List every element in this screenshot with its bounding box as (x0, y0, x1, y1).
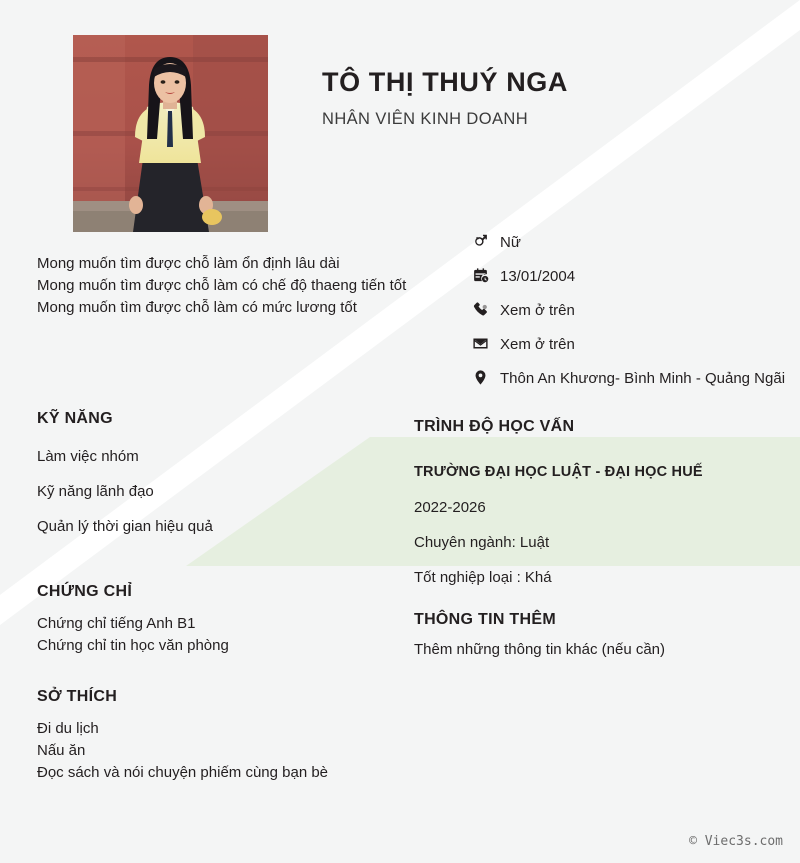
certificates-title: CHỨNG CHỈ (37, 583, 133, 600)
contact-row-address (472, 368, 788, 390)
contact-row-birthdate (472, 266, 788, 288)
objective-line: Mong muốn tìm được chỗ làm có chế độ thaeng tiến tốt (37, 277, 407, 294)
objective-line: Mong muốn tìm được chỗ làm ổn định lâu dài (37, 255, 340, 272)
additional-info-text: Thêm những thông tin khác (nếu cần) (414, 641, 666, 658)
candidate-name: TÔ THỊ THUÝ NGA (322, 67, 568, 97)
calendar-icon (472, 266, 500, 284)
contact-row-gender (472, 232, 788, 254)
contact-value: Thôn An Khương- Bình Minh - Quảng Ngãi (500, 370, 786, 387)
contact-list (472, 232, 788, 402)
objective-line: Mong muốn tìm được chỗ làm có mức lương tốt (37, 299, 357, 316)
contact-value: 13/01/2004 (500, 268, 576, 285)
hobby-item: Đi du lịch (37, 720, 99, 737)
contact-value: Xem ở trên (500, 302, 575, 319)
skill-item: Quản lý thời gian hiệu quả (37, 518, 213, 535)
skill-item: Kỹ năng lãnh đạo (37, 483, 154, 500)
contact-value: Xem ở trên (500, 336, 575, 353)
candidate-role: NHÂN VIÊN KINH DOANH (322, 110, 529, 129)
skills-section (37, 410, 377, 538)
location-icon (472, 368, 500, 386)
contact-value: Nữ (500, 234, 521, 251)
hobbies-section (37, 688, 377, 784)
gender-icon (472, 232, 500, 250)
education-grade: Tốt nghiệp loại : Khá (414, 569, 552, 586)
education-section (414, 418, 789, 586)
additional-info-title: THÔNG TIN THÊM (414, 611, 556, 628)
skills-title: KỸ NĂNG (37, 410, 113, 427)
contact-row-phone (472, 300, 788, 322)
contact-row-email (472, 334, 788, 356)
certificate-item: Chứng chỉ tiếng Anh B1 (37, 615, 196, 632)
profile-photo-illustration (73, 35, 268, 232)
certificates-section (37, 583, 377, 657)
hobby-item: Đọc sách và nói chuyện phiếm cùng bạn bè (37, 764, 329, 781)
certificate-item: Chứng chỉ tin học văn phòng (37, 637, 229, 654)
education-school: TRƯỜNG ĐẠI HỌC LUẬT - ĐẠI HỌC HUẾ (414, 464, 703, 480)
header-text-block (322, 66, 568, 129)
email-icon (472, 334, 500, 352)
career-objective (37, 253, 409, 319)
education-major: Chuyên ngành: Luật (414, 534, 550, 551)
hobby-item: Nấu ăn (37, 742, 86, 759)
skill-item: Làm việc nhóm (37, 448, 139, 465)
profile-photo (73, 35, 268, 232)
footer-watermark: © Viec3s.com (689, 834, 783, 849)
education-title: TRÌNH ĐỘ HỌC VẤN (414, 418, 575, 435)
phone-icon (472, 300, 500, 318)
education-years: 2022-2026 (414, 499, 486, 516)
hobbies-title: SỞ THÍCH (37, 688, 118, 705)
additional-info-section (414, 611, 789, 661)
